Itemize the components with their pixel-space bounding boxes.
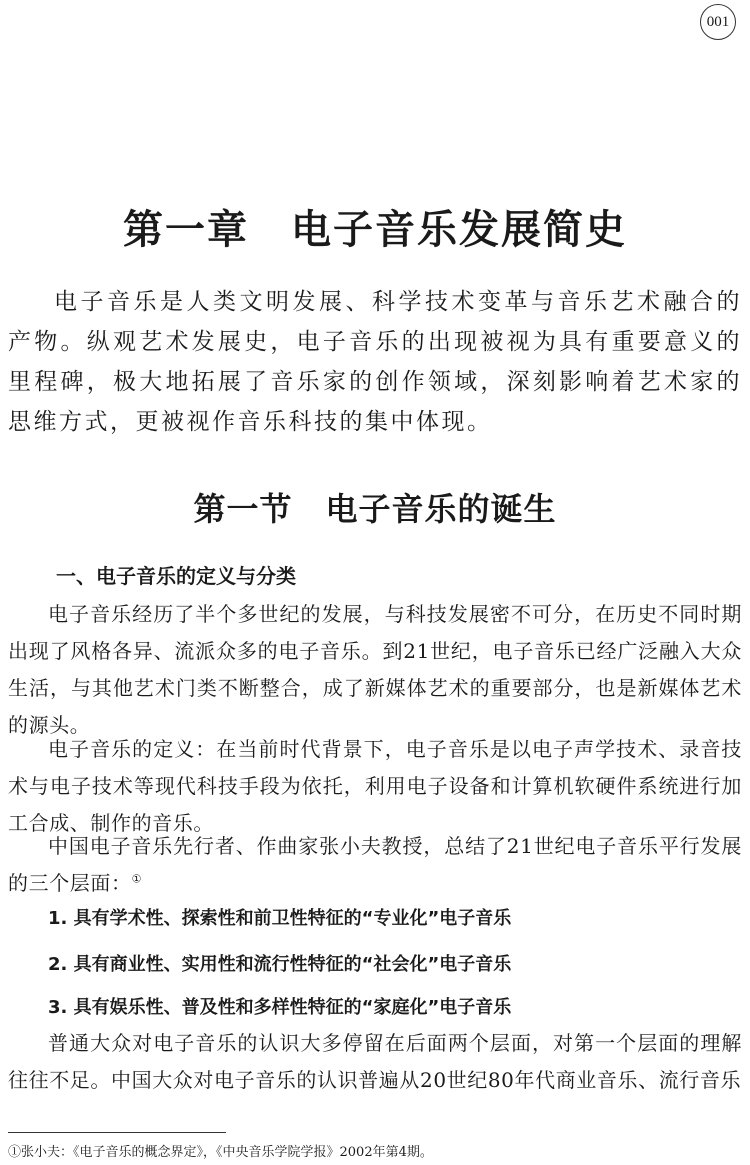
chapter-title: 第一章 电子音乐发展简史 [123,207,627,253]
list-item: 1. 具有学术性、探索性和前卫性特征的“专业化”电子音乐 [48,908,512,929]
definition-paragraph: 电子音乐的定义：在当前时代背景下，电子音乐是以电子声学技术、录音技术与电子技术等现代科技手段为依托，利用电子设备和计算机软硬件系统进行加工合成、制作的音乐。 [8,737,742,835]
subsection-title: 一、电子音乐的定义与分类 [56,564,296,588]
list-item: 2. 具有商业性、实用性和流行性特征的“社会化”电子音乐 [48,954,512,975]
body-paragraph: 普通大众对电子音乐的认识大多停留在后面两个层面，对第一个层面的理解往往不足。中国大众对电子音乐的认识普遍从20世纪80年代商业音乐、流行音乐 [8,1031,742,1092]
paragraph-text: 中国电子音乐先行者、作曲家张小夫教授，总结了21世纪电子音乐平行发展的三个层面： [8,834,742,895]
body-paragraph [8,828,742,902]
list-item: 3. 具有娱乐性、普及性和多样性特征的“家庭化”电子音乐 [48,997,512,1018]
section-title: 第一节 电子音乐的诞生 [193,490,557,528]
footnote-reference[interactable]: ① [131,872,143,886]
footnote: ①张小夫：《电子音乐的概念界定》，《中央音乐学院学报》2002年第4期。 [8,1145,433,1160]
footnote-divider [8,1132,226,1133]
body-paragraph: 电子音乐经历了半个多世纪的发展，与科技发展密不可分，在历史不同时期出现了风格各异、流派众多的电子音乐。到21世纪，电子音乐已经广泛融入大众生活，与其他艺术门类不断整合，成了新媒体艺术的重要部分，也是新媒体艺术的源头。 [8,602,742,737]
page-number: 001 [700,4,736,40]
chapter-intro: 电子音乐是人类文明发展、科学技术变革与音乐艺术融合的产物。纵观艺术发展史，电子音乐的出现被视为具有重要意义的里程碑，极大地拓展了音乐家的创作领域，深刻影响着艺术家的思维方式，更被视作音乐科技的集中体现。 [8,289,742,435]
